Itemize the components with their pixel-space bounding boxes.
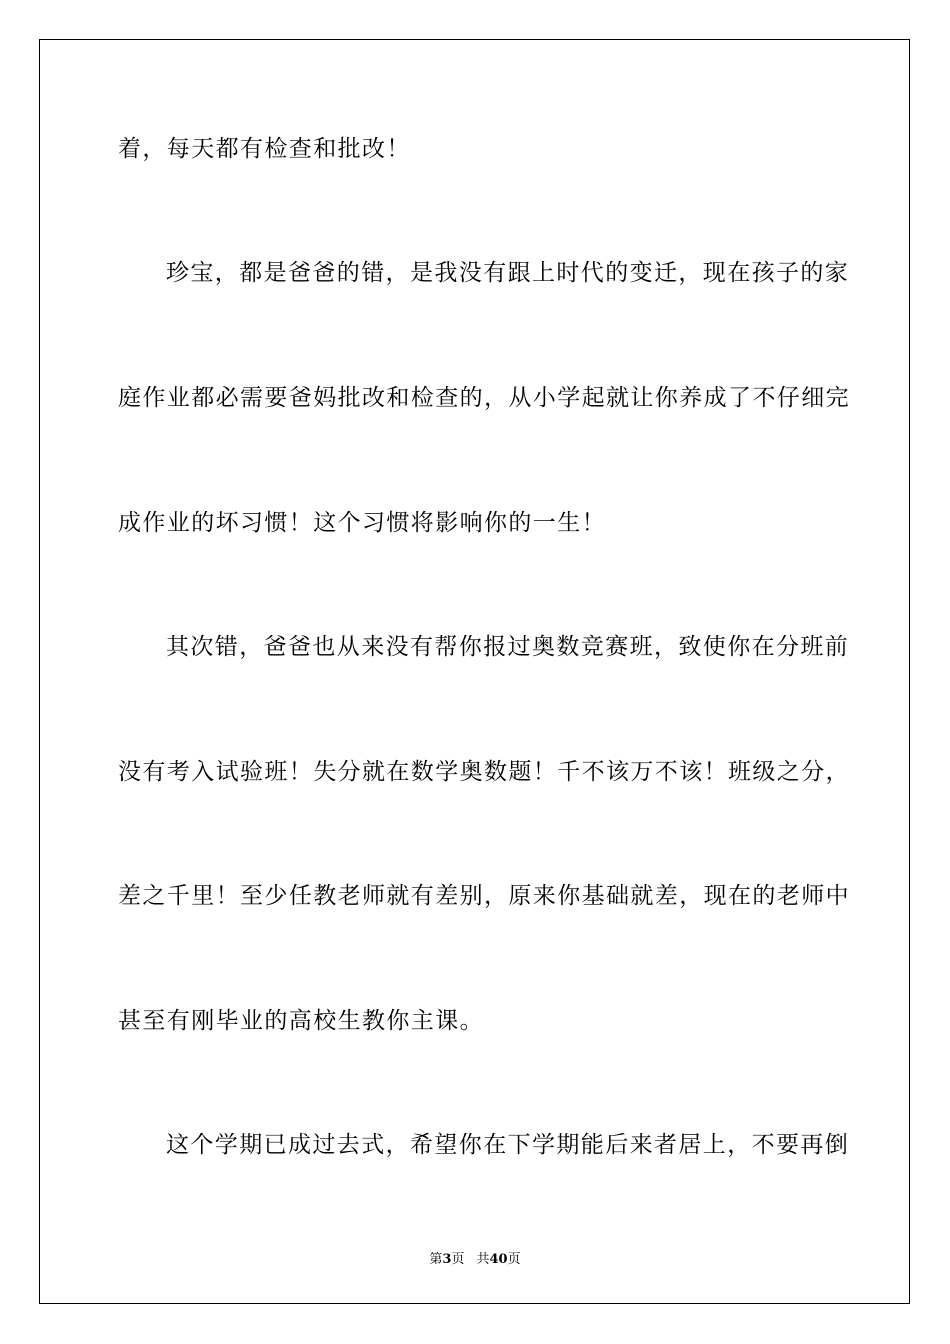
total-prefix: 共 <box>476 1252 490 1267</box>
body-text-line: 没有考入试验班！失分就在数学奥数题！千不该万不该！班级之分， <box>118 759 850 785</box>
page-number: 3 <box>442 1252 452 1267</box>
body-text-line: 成作业的坏习惯！这个习惯将影响你的一生！ <box>118 510 606 536</box>
total-suffix: 页 <box>507 1252 521 1267</box>
body-text-line: 其次错，爸爸也从来没有帮你报过奥数竞赛班，致使你在分班前 <box>166 634 850 660</box>
body-text-line: 着，每天都有检查和批改！ <box>118 136 411 162</box>
body-text-line: 这个学期已成过去式，希望你在下学期能后来者居上，不要再倒 <box>166 1132 850 1158</box>
body-text-line: 甚至有刚毕业的高校生教你主课。 <box>118 1008 484 1034</box>
page-border <box>39 39 910 1304</box>
body-text-line: 珍宝，都是爸爸的错，是我没有跟上时代的变迁，现在孩子的家 <box>166 260 850 286</box>
total-pages: 40 <box>489 1252 508 1267</box>
page-prefix: 第 <box>429 1252 443 1267</box>
page-footer <box>0 1248 950 1267</box>
body-text-line: 庭作业都必需要爸妈批改和检查的，从小学起就让你养成了不仔细完 <box>118 385 850 411</box>
body-text-line: 差之千里！至少任教老师就有差别，原来你基础就差，现在的老师中 <box>118 883 850 909</box>
page-suffix: 页 <box>451 1252 465 1267</box>
